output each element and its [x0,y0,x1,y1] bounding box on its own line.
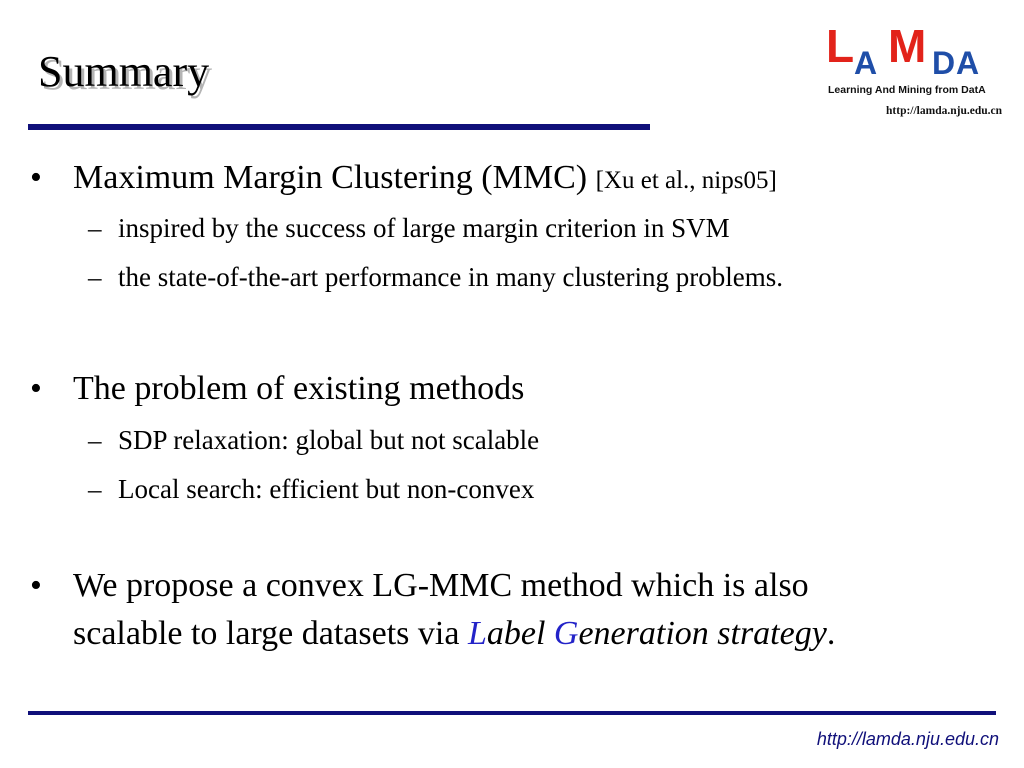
citation: [Xu et al., nips05] [595,167,777,194]
bullet-glyph: • [30,567,42,604]
emph-label-rest: abel [486,615,554,652]
emph-generation-rest: eneration strategy [578,615,827,652]
lamda-logo-mark [826,22,1002,80]
slide-title: Summary [38,47,210,96]
logo-letter-a2: A [956,45,980,80]
sub-bullet-text: Local search: efficient but non-convex [118,474,535,504]
logo-letter-m: M [888,22,927,72]
bullet-glyph: • [30,370,42,407]
logo-letter-l: L [826,22,855,72]
sub-bullet-text: SDP relaxation: global but not scalable [118,425,540,455]
logo-letter-a1: A [854,45,878,80]
footer-url: http://lamda.nju.edu.cn [816,729,999,749]
footer-rule [28,711,996,715]
dash-glyph: – [88,425,102,455]
sentence-end: . [826,615,836,652]
dash-glyph: – [88,474,102,504]
bullet-text: The problem of existing methods [73,370,525,407]
bullet-text-line-2 [73,612,835,655]
lamda-logo [826,22,1002,122]
line-2-prefix: scalable to large datasets via [73,615,468,652]
logo-tagline: Learning And Mining from DatA [828,84,986,96]
emph-generation-initial: G [553,615,579,652]
dash-glyph: – [88,213,102,243]
sub-bullet-text: the state-of-the-art performance in many clustering problems. [118,262,783,292]
logo-letter-d: D [932,45,956,80]
title-underline [28,124,650,130]
bullet-glyph: • [30,159,42,196]
dash-glyph: – [88,262,102,292]
bullet-text: Maximum Margin Clustering (MMC) [73,159,588,196]
logo-url: http://lamda.nju.edu.cn [886,105,1002,117]
sub-bullet-text: inspired by the success of large margin criterion in SVM [118,213,730,243]
bullet-text-line-1: We propose a convex LG-MMC method which is also [73,567,809,604]
emph-label-initial: L [467,615,487,652]
